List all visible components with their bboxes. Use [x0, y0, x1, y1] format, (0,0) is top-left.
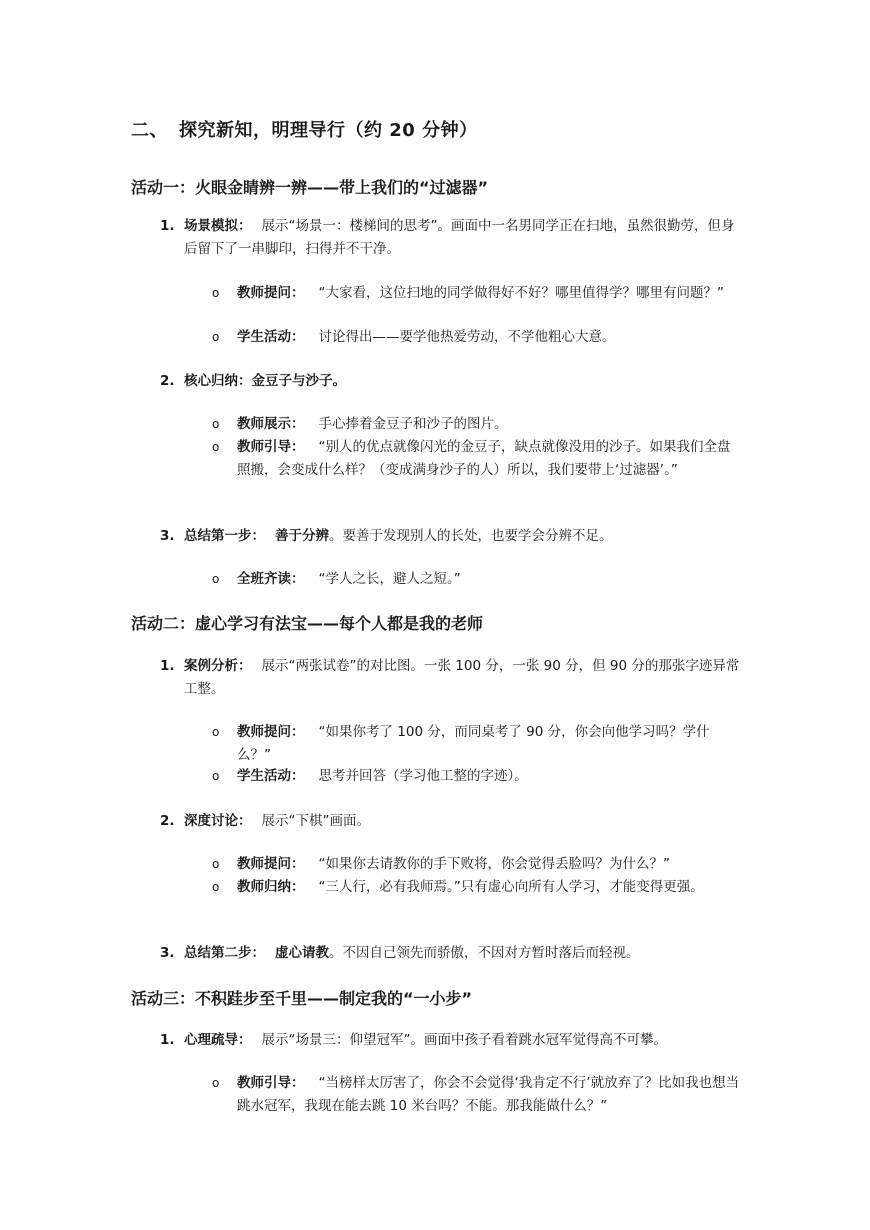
- item-number: 2.: [160, 813, 175, 829]
- activity-1-title: 活动一：火眼金睛辨一辨——带上我们的“过滤器”: [131, 178, 489, 197]
- activity-2-item-2-sub-2: [212, 876, 740, 899]
- activity-1-item-3: [160, 525, 740, 548]
- activity-2-item-2-sub-1: [212, 853, 740, 876]
- item-label: 案例分析：: [184, 658, 252, 674]
- sub-text: “如果你去请教你的手下败将，你会觉得丢脸吗？为什么？”: [318, 856, 670, 872]
- sub-label: 教师展示：: [237, 416, 305, 432]
- activity-1-item-3-sub-1: [212, 568, 740, 591]
- item-label: 核心归纳：金豆子与沙子。: [184, 373, 346, 389]
- activity-1-item-2: [160, 370, 740, 393]
- item-label: 总结第二步：: [184, 945, 265, 961]
- item-label: 深度讨论：: [184, 813, 252, 829]
- item-number: 3.: [160, 528, 175, 544]
- sub-text: “学人之长，避人之短。”: [318, 571, 461, 587]
- circle-bullet-icon: o: [212, 857, 220, 871]
- item-number: 1.: [160, 218, 175, 234]
- activity-1-item-2-sub-1: [212, 413, 740, 436]
- activity-1-item-2-sub-2: [212, 436, 740, 482]
- circle-bullet-icon: o: [212, 725, 220, 739]
- sub-label: 学生活动：: [237, 768, 305, 784]
- activity-2-item-1: [160, 655, 740, 701]
- item-label: 心理疏导：: [184, 1032, 252, 1048]
- activity-3-item-1-sub-1: [212, 1072, 740, 1118]
- circle-bullet-icon: o: [212, 286, 220, 300]
- activity-1-item-1-sub-2: [212, 326, 740, 349]
- item-number: 3.: [160, 945, 175, 961]
- activity-2-item-1-sub-1: [212, 721, 740, 767]
- activity-2-item-2: [160, 810, 740, 833]
- circle-bullet-icon: o: [212, 330, 220, 344]
- sub-label: 教师提问：: [237, 856, 305, 872]
- section-number: 二、: [131, 120, 168, 141]
- item-text: 展示“两张试卷”的对比图。一张 100 分，一张 90 分，但 90 分的那张字迹异常工整。: [184, 658, 740, 697]
- circle-bullet-icon: o: [212, 572, 220, 586]
- sub-text: “三人行，必有我师焉。”只有虚心向所有人学习，才能变得更强。: [318, 879, 704, 895]
- activity-2-item-1-sub-2: [212, 765, 740, 788]
- sub-label: 学生活动：: [237, 329, 305, 345]
- sub-label: 教师引导：: [237, 439, 305, 455]
- item-text: 。不因自己领先而骄傲，不因对方暂时落后而轻视。: [329, 945, 640, 961]
- item-number: 1.: [160, 1032, 175, 1048]
- item-emphasis: 善于分辨: [275, 528, 329, 544]
- sub-text: 思考并回答（学习他工整的字迹）。: [318, 768, 528, 784]
- sub-text: 讨论得出——要学他热爱劳动，不学他粗心大意。: [318, 329, 616, 345]
- activity-2-item-3: [160, 942, 740, 965]
- activity-1-item-1: [160, 215, 740, 261]
- activity-1-item-1-sub-1: [212, 282, 740, 305]
- sub-text: “如果你考了 100 分，而同桌考了 90 分，你会向他学习吗？学什么？”: [237, 724, 710, 763]
- sub-label: 教师提问：: [237, 724, 305, 740]
- circle-bullet-icon: o: [212, 1076, 220, 1090]
- item-label: 总结第一步：: [184, 528, 265, 544]
- circle-bullet-icon: o: [212, 417, 220, 431]
- circle-bullet-icon: o: [212, 769, 220, 783]
- sub-label: 全班齐读：: [237, 571, 305, 587]
- item-emphasis: 虚心请教: [275, 945, 329, 961]
- circle-bullet-icon: o: [212, 880, 220, 894]
- sub-label: 教师归纳：: [237, 879, 305, 895]
- activity-3-title: 活动三：不积跬步至千里——制定我的“一小步”: [131, 989, 473, 1008]
- section-heading: [131, 116, 478, 142]
- activity-3-item-1: [160, 1029, 740, 1052]
- sub-label: 教师提问：: [237, 285, 305, 301]
- sub-text: “大家看，这位扫地的同学做得好不好？哪里值得学？哪里有问题？”: [318, 285, 724, 301]
- item-text: 。要善于发现别人的长处，也要学会分辨不足。: [329, 528, 613, 544]
- sub-text: “别人的优点就像闪光的金豆子，缺点就像没用的沙子。如果我们全盘照搬，会变成什么样？（变成满身沙子的人）所以，我们要带上‘过滤器’。”: [237, 439, 731, 478]
- sub-text: 手心捧着金豆子和沙子的图片。: [318, 416, 508, 432]
- sub-label: 教师引导：: [237, 1075, 305, 1091]
- activity-2-title: 活动二：虚心学习有法宝——每个人都是我的老师: [131, 614, 484, 633]
- item-text: 展示“场景三：仰望冠军”。画面中孩子看着跳水冠军觉得高不可攀。: [261, 1032, 667, 1048]
- section-title-text: 探究新知，明理导行（约 20 分钟）: [179, 120, 478, 141]
- item-label: 场景模拟：: [184, 218, 252, 234]
- item-number: 2.: [160, 373, 175, 389]
- item-number: 1.: [160, 658, 175, 674]
- circle-bullet-icon: o: [212, 440, 220, 454]
- item-text: 展示“场景一：楼梯间的思考”。画面中一名男同学正在扫地，虽然很勤劳，但身后留下了一串脚印，扫得并不干净。: [184, 218, 735, 257]
- item-text: 展示“下棋”画面。: [261, 813, 370, 829]
- sub-text: “当榜样太厉害了，你会不会觉得‘我肯定不行’就放弃了？比如我也想当跳水冠军，我现在能去跳 10 米台吗？不能。那我能做什么？”: [237, 1075, 740, 1114]
